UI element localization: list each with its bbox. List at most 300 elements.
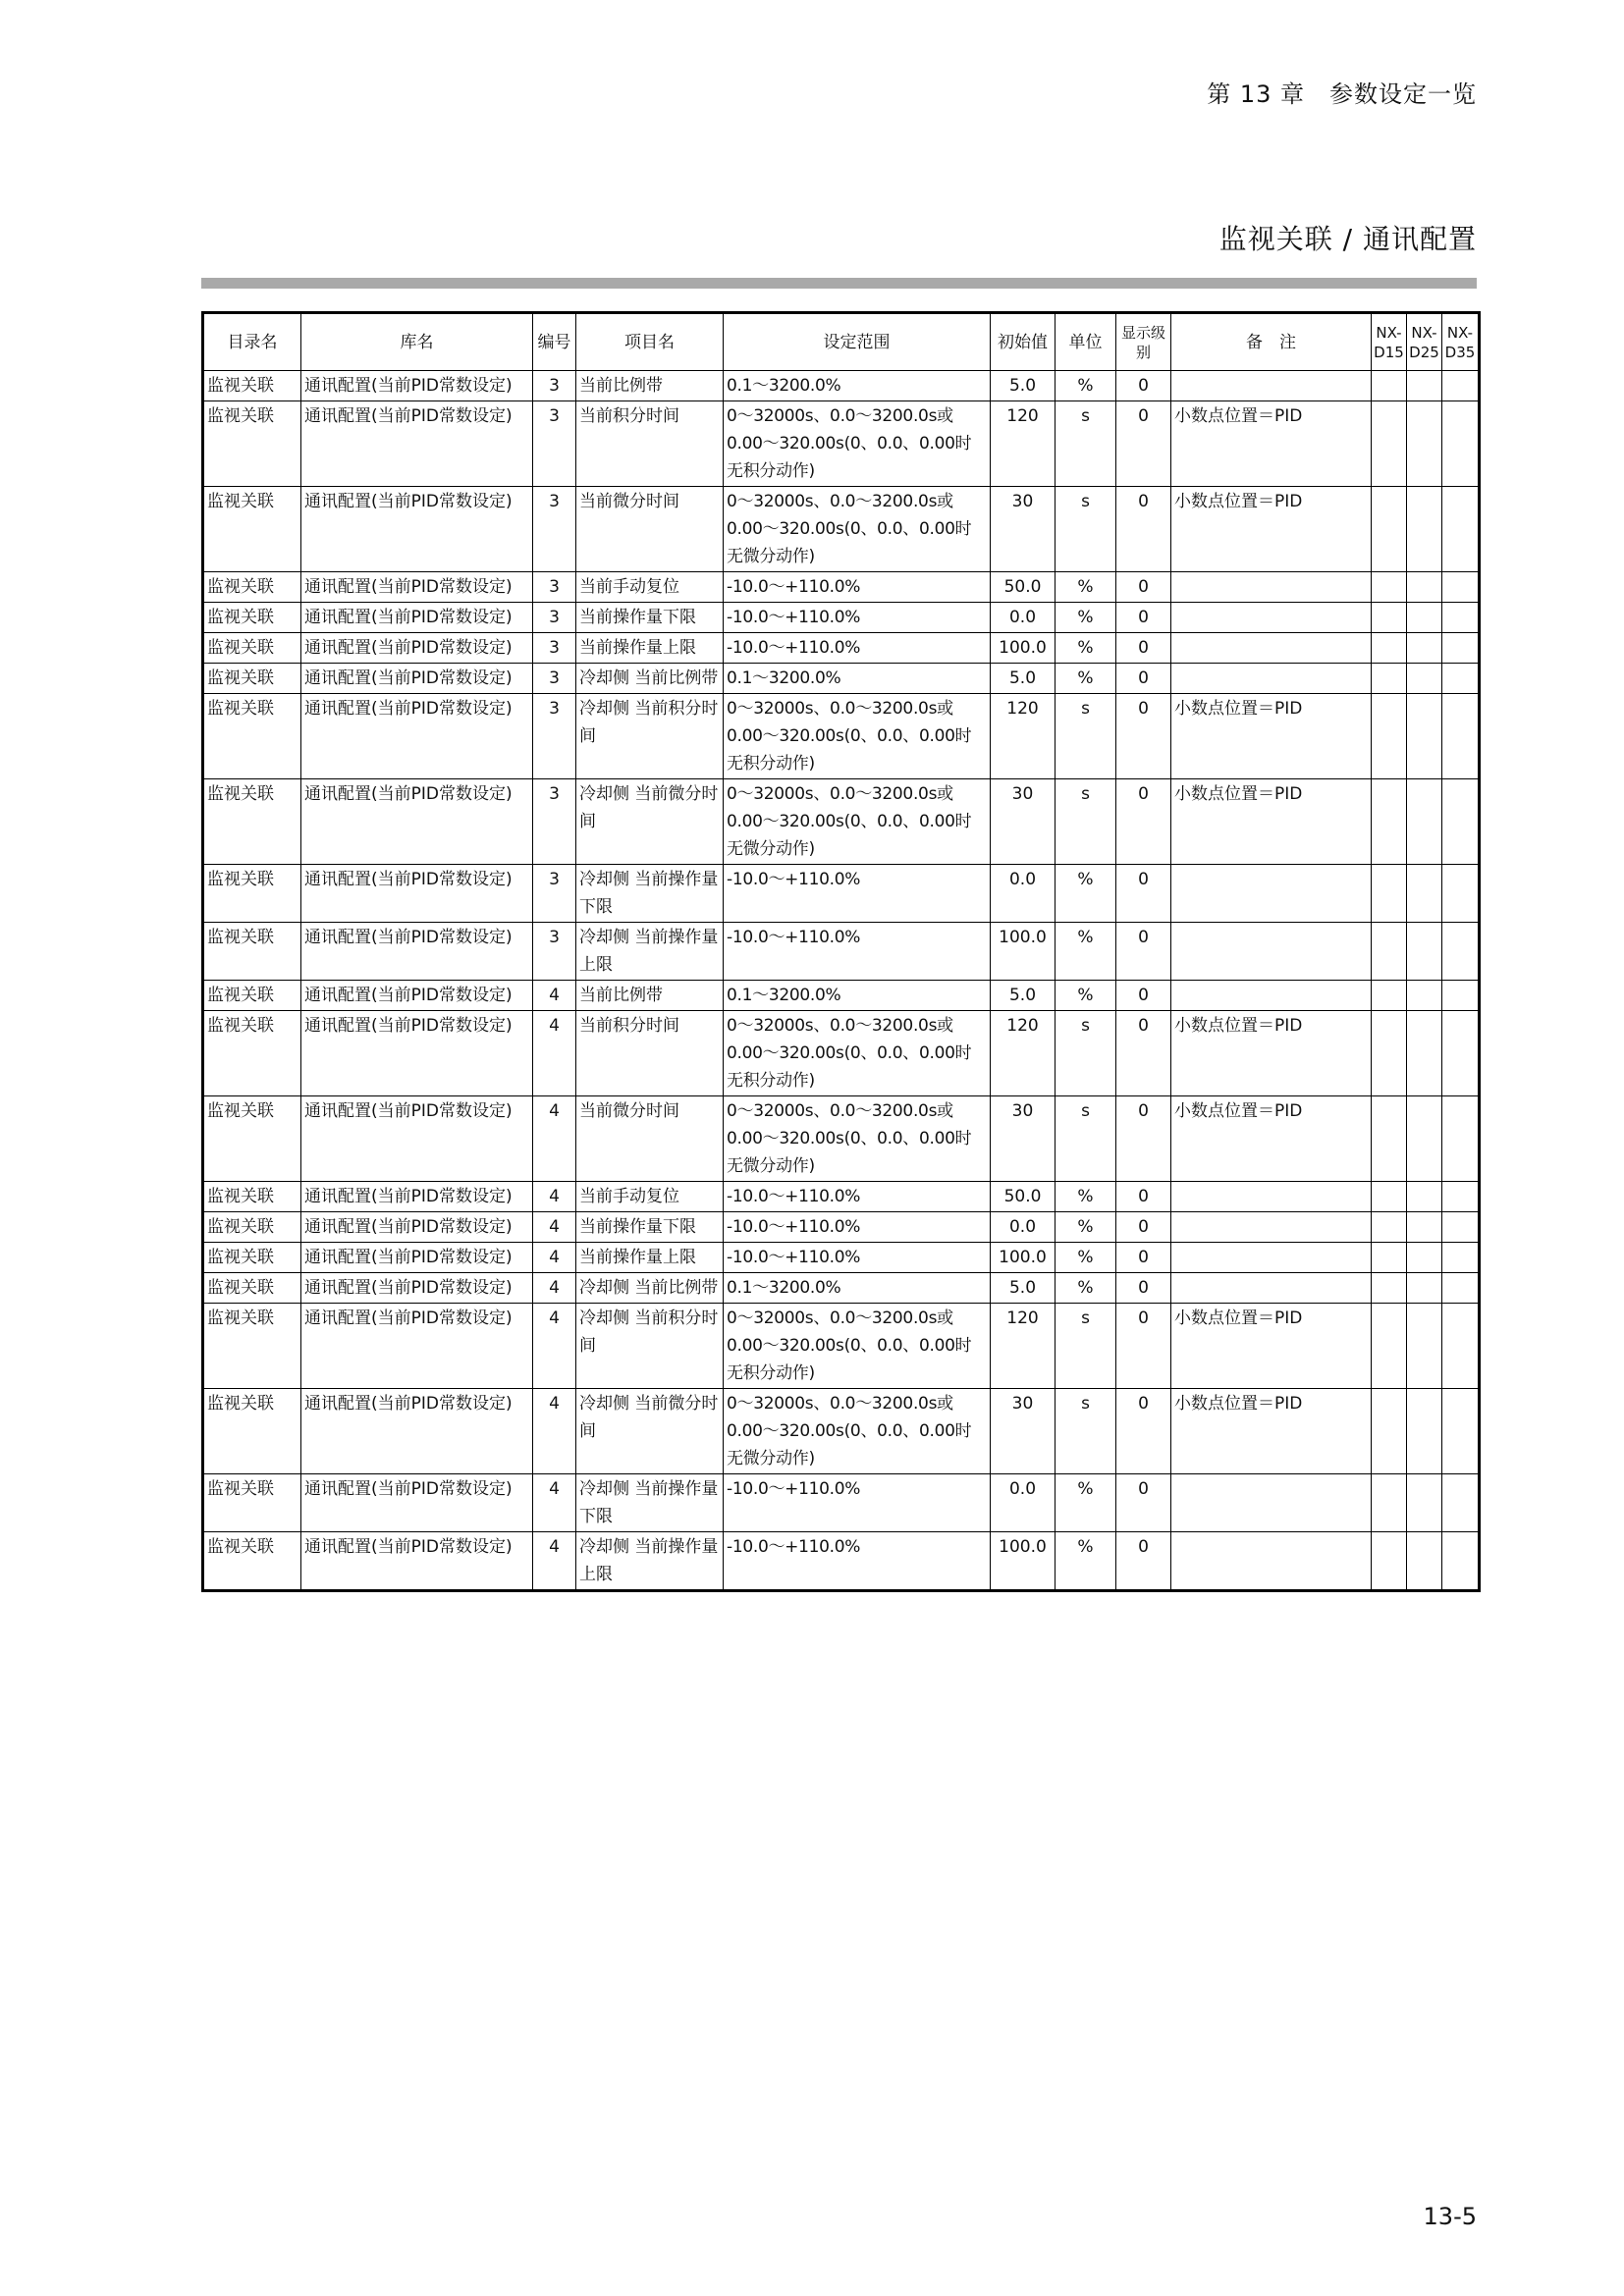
note-cell: 小数点位置＝PID [1171, 487, 1372, 572]
level-cell: 0 [1116, 1212, 1171, 1243]
range-cell: 0～32000s、0.0～3200.0s或0.00～320.00s(0、0.0、0.00时无积分动作) [724, 401, 991, 487]
unit-cell: s [1056, 694, 1116, 779]
init-cell: 5.0 [991, 1273, 1056, 1304]
d15-cell [1372, 779, 1407, 865]
table-row [203, 1243, 1480, 1273]
num-cell: 3 [533, 923, 576, 981]
num-cell: 4 [533, 1532, 576, 1591]
d35-cell [1442, 1212, 1480, 1243]
init-cell: 120 [991, 1011, 1056, 1096]
table-row [203, 1212, 1480, 1243]
dir-cell: 监视关联 [203, 694, 301, 779]
unit-cell: % [1056, 865, 1116, 923]
unit-cell: % [1056, 981, 1116, 1011]
table-row [203, 1532, 1480, 1591]
d25-cell [1407, 572, 1442, 603]
init-cell: 100.0 [991, 1532, 1056, 1591]
lib-cell: 通讯配置(当前PID常数设定) [301, 779, 533, 865]
d25-cell [1407, 779, 1442, 865]
range-cell: -10.0～+110.0% [724, 1243, 991, 1273]
note-cell [1171, 1182, 1372, 1212]
unit-cell: % [1056, 1474, 1116, 1532]
note-cell [1171, 572, 1372, 603]
note-cell: 小数点位置＝PID [1171, 1011, 1372, 1096]
col-header-lib: 库名 [301, 313, 533, 371]
lib-cell: 通讯配置(当前PID常数设定) [301, 633, 533, 664]
range-cell: -10.0～+110.0% [724, 1474, 991, 1532]
level-cell: 0 [1116, 865, 1171, 923]
d35-cell [1442, 694, 1480, 779]
range-cell: 0.1～3200.0% [724, 664, 991, 694]
d35-cell [1442, 633, 1480, 664]
d35-cell [1442, 487, 1480, 572]
lib-cell: 通讯配置(当前PID常数设定) [301, 1474, 533, 1532]
num-cell: 4 [533, 1389, 576, 1474]
unit-cell: s [1056, 1304, 1116, 1389]
item-cell: 当前积分时间 [576, 401, 724, 487]
num-cell: 4 [533, 981, 576, 1011]
num-cell: 3 [533, 633, 576, 664]
level-cell: 0 [1116, 371, 1171, 401]
init-cell: 0.0 [991, 1474, 1056, 1532]
dir-cell: 监视关联 [203, 1243, 301, 1273]
table-row [203, 1474, 1480, 1532]
d25-cell [1407, 1011, 1442, 1096]
d35-cell [1442, 981, 1480, 1011]
table-row [203, 487, 1480, 572]
d35-cell [1442, 603, 1480, 633]
col-header-level: 显示级别 [1116, 313, 1171, 371]
note-cell: 小数点位置＝PID [1171, 1304, 1372, 1389]
level-cell: 0 [1116, 1182, 1171, 1212]
d35-cell [1442, 1182, 1480, 1212]
num-cell: 3 [533, 664, 576, 694]
init-cell: 50.0 [991, 1182, 1056, 1212]
d15-cell [1372, 664, 1407, 694]
lib-cell: 通讯配置(当前PID常数设定) [301, 1389, 533, 1474]
item-cell: 冷却侧 当前积分时间 [576, 1304, 724, 1389]
dir-cell: 监视关联 [203, 487, 301, 572]
table-row [203, 633, 1480, 664]
d35-cell [1442, 779, 1480, 865]
num-cell: 3 [533, 603, 576, 633]
d25-cell [1407, 1474, 1442, 1532]
num-cell: 4 [533, 1096, 576, 1182]
dir-cell: 监视关联 [203, 1273, 301, 1304]
lib-cell: 通讯配置(当前PID常数设定) [301, 1011, 533, 1096]
lib-cell: 通讯配置(当前PID常数设定) [301, 401, 533, 487]
col-header-init: 初始值 [991, 313, 1056, 371]
unit-cell: % [1056, 603, 1116, 633]
d25-cell [1407, 1532, 1442, 1591]
range-cell: 0～32000s、0.0～3200.0s或0.00～320.00s(0、0.0、0.00时无积分动作) [724, 1304, 991, 1389]
num-cell: 4 [533, 1273, 576, 1304]
num-cell: 3 [533, 371, 576, 401]
d35-cell [1442, 1096, 1480, 1182]
table-row [203, 1389, 1480, 1474]
d25-cell [1407, 633, 1442, 664]
d15-cell [1372, 1096, 1407, 1182]
init-cell: 0.0 [991, 1212, 1056, 1243]
table-row [203, 572, 1480, 603]
d15-cell [1372, 1243, 1407, 1273]
level-cell: 0 [1116, 572, 1171, 603]
range-cell: 0～32000s、0.0～3200.0s或0.00～320.00s(0、0.0、0.00时无积分动作) [724, 1011, 991, 1096]
lib-cell: 通讯配置(当前PID常数设定) [301, 572, 533, 603]
unit-cell: % [1056, 633, 1116, 664]
note-cell [1171, 1243, 1372, 1273]
col-header-d15: NX-D15 [1372, 313, 1407, 371]
table-row [203, 401, 1480, 487]
level-cell: 0 [1116, 923, 1171, 981]
init-cell: 30 [991, 487, 1056, 572]
d25-cell [1407, 371, 1442, 401]
d25-cell [1407, 1096, 1442, 1182]
init-cell: 120 [991, 694, 1056, 779]
d25-cell [1407, 1243, 1442, 1273]
level-cell: 0 [1116, 664, 1171, 694]
d15-cell [1372, 371, 1407, 401]
unit-cell: % [1056, 371, 1116, 401]
unit-cell: % [1056, 923, 1116, 981]
d35-cell [1442, 401, 1480, 487]
item-cell: 冷却侧 当前操作量下限 [576, 865, 724, 923]
d25-cell [1407, 1273, 1442, 1304]
init-cell: 30 [991, 1096, 1056, 1182]
col-header-d35: NX-D35 [1442, 313, 1480, 371]
note-cell [1171, 865, 1372, 923]
dir-cell: 监视关联 [203, 1011, 301, 1096]
range-cell: -10.0～+110.0% [724, 633, 991, 664]
col-header-range: 设定范围 [724, 313, 991, 371]
d25-cell [1407, 1182, 1442, 1212]
range-cell: 0～32000s、0.0～3200.0s或0.00～320.00s(0、0.0、0.00时无微分动作) [724, 1096, 991, 1182]
item-cell: 冷却侧 当前积分时间 [576, 694, 724, 779]
item-cell: 冷却侧 当前微分时间 [576, 1389, 724, 1474]
table-row [203, 664, 1480, 694]
num-cell: 4 [533, 1182, 576, 1212]
d15-cell [1372, 1304, 1407, 1389]
init-cell: 5.0 [991, 371, 1056, 401]
col-header-note: 备 注 [1171, 313, 1372, 371]
d25-cell [1407, 923, 1442, 981]
page-number: 13-5 [1423, 2203, 1477, 2230]
item-cell: 冷却侧 当前比例带 [576, 1273, 724, 1304]
note-cell [1171, 1532, 1372, 1591]
parameter-table [201, 311, 1481, 1592]
section-title: 监视关联 / 通讯配置 [1218, 223, 1477, 255]
num-cell: 3 [533, 572, 576, 603]
range-cell: 0.1～3200.0% [724, 981, 991, 1011]
table-row [203, 865, 1480, 923]
d35-cell [1442, 664, 1480, 694]
d15-cell [1372, 865, 1407, 923]
dir-cell: 监视关联 [203, 572, 301, 603]
dir-cell: 监视关联 [203, 401, 301, 487]
item-cell: 当前操作量下限 [576, 1212, 724, 1243]
d35-cell [1442, 1389, 1480, 1474]
dir-cell: 监视关联 [203, 603, 301, 633]
level-cell: 0 [1116, 981, 1171, 1011]
init-cell: 5.0 [991, 981, 1056, 1011]
d25-cell [1407, 401, 1442, 487]
item-cell: 当前操作量上限 [576, 633, 724, 664]
init-cell: 120 [991, 1304, 1056, 1389]
table-row [203, 981, 1480, 1011]
lib-cell: 通讯配置(当前PID常数设定) [301, 603, 533, 633]
d15-cell [1372, 981, 1407, 1011]
note-cell [1171, 1474, 1372, 1532]
num-cell: 3 [533, 401, 576, 487]
range-cell: -10.0～+110.0% [724, 603, 991, 633]
d35-cell [1442, 1532, 1480, 1591]
level-cell: 0 [1116, 401, 1171, 487]
unit-cell: s [1056, 779, 1116, 865]
dir-cell: 监视关联 [203, 1304, 301, 1389]
item-cell: 冷却侧 当前比例带 [576, 664, 724, 694]
note-cell: 小数点位置＝PID [1171, 1096, 1372, 1182]
d35-cell [1442, 1273, 1480, 1304]
d15-cell [1372, 1182, 1407, 1212]
d25-cell [1407, 1212, 1442, 1243]
note-cell [1171, 371, 1372, 401]
item-cell: 当前操作量下限 [576, 603, 724, 633]
note-cell: 小数点位置＝PID [1171, 401, 1372, 487]
level-cell: 0 [1116, 603, 1171, 633]
lib-cell: 通讯配置(当前PID常数设定) [301, 981, 533, 1011]
item-cell: 当前手动复位 [576, 572, 724, 603]
table-row [203, 1304, 1480, 1389]
chapter-title: 第 13 章 参数设定一览 [1207, 80, 1477, 108]
lib-cell: 通讯配置(当前PID常数设定) [301, 371, 533, 401]
level-cell: 0 [1116, 633, 1171, 664]
note-cell [1171, 1212, 1372, 1243]
unit-cell: % [1056, 1532, 1116, 1591]
lib-cell: 通讯配置(当前PID常数设定) [301, 1532, 533, 1591]
d35-cell [1442, 1011, 1480, 1096]
lib-cell: 通讯配置(当前PID常数设定) [301, 1212, 533, 1243]
range-cell: -10.0～+110.0% [724, 1532, 991, 1591]
d25-cell [1407, 664, 1442, 694]
num-cell: 3 [533, 694, 576, 779]
lib-cell: 通讯配置(当前PID常数设定) [301, 923, 533, 981]
init-cell: 100.0 [991, 923, 1056, 981]
dir-cell: 监视关联 [203, 981, 301, 1011]
dir-cell: 监视关联 [203, 923, 301, 981]
range-cell: 0～32000s、0.0～3200.0s或0.00～320.00s(0、0.0、0.00时无微分动作) [724, 1389, 991, 1474]
dir-cell: 监视关联 [203, 865, 301, 923]
lib-cell: 通讯配置(当前PID常数设定) [301, 865, 533, 923]
col-header-unit: 单位 [1056, 313, 1116, 371]
d35-cell [1442, 865, 1480, 923]
lib-cell: 通讯配置(当前PID常数设定) [301, 694, 533, 779]
dir-cell: 监视关联 [203, 664, 301, 694]
d15-cell [1372, 1011, 1407, 1096]
note-cell: 小数点位置＝PID [1171, 1389, 1372, 1474]
init-cell: 0.0 [991, 603, 1056, 633]
unit-cell: % [1056, 1243, 1116, 1273]
range-cell: 0～32000s、0.0～3200.0s或0.00～320.00s(0、0.0、0.00时无微分动作) [724, 487, 991, 572]
item-cell: 当前微分时间 [576, 487, 724, 572]
range-cell: -10.0～+110.0% [724, 1212, 991, 1243]
item-cell: 当前手动复位 [576, 1182, 724, 1212]
init-cell: 100.0 [991, 633, 1056, 664]
item-cell: 冷却侧 当前操作量下限 [576, 1474, 724, 1532]
table-header-row [203, 313, 1480, 371]
num-cell: 4 [533, 1011, 576, 1096]
table-row [203, 1182, 1480, 1212]
range-cell: -10.0～+110.0% [724, 923, 991, 981]
d25-cell [1407, 1389, 1442, 1474]
item-cell: 当前比例带 [576, 371, 724, 401]
table-row [203, 694, 1480, 779]
note-cell [1171, 633, 1372, 664]
level-cell: 0 [1116, 779, 1171, 865]
unit-cell: % [1056, 664, 1116, 694]
d35-cell [1442, 923, 1480, 981]
lib-cell: 通讯配置(当前PID常数设定) [301, 1096, 533, 1182]
table-row [203, 603, 1480, 633]
unit-cell: % [1056, 572, 1116, 603]
init-cell: 5.0 [991, 664, 1056, 694]
init-cell: 100.0 [991, 1243, 1056, 1273]
col-header-num: 编号 [533, 313, 576, 371]
init-cell: 0.0 [991, 865, 1056, 923]
dir-cell: 监视关联 [203, 1096, 301, 1182]
level-cell: 0 [1116, 1243, 1171, 1273]
item-cell: 冷却侧 当前操作量上限 [576, 923, 724, 981]
d35-cell [1442, 1243, 1480, 1273]
table-row [203, 1011, 1480, 1096]
col-header-item: 项目名 [576, 313, 724, 371]
item-cell: 当前比例带 [576, 981, 724, 1011]
item-cell: 当前微分时间 [576, 1096, 724, 1182]
init-cell: 120 [991, 401, 1056, 487]
col-header-d25: NX-D25 [1407, 313, 1442, 371]
note-cell [1171, 664, 1372, 694]
lib-cell: 通讯配置(当前PID常数设定) [301, 1273, 533, 1304]
lib-cell: 通讯配置(当前PID常数设定) [301, 1304, 533, 1389]
dir-cell: 监视关联 [203, 1389, 301, 1474]
lib-cell: 通讯配置(当前PID常数设定) [301, 487, 533, 572]
table-row [203, 1096, 1480, 1182]
d25-cell [1407, 487, 1442, 572]
unit-cell: s [1056, 1389, 1116, 1474]
header-divider [201, 278, 1477, 289]
range-cell: 0～32000s、0.0～3200.0s或0.00～320.00s(0、0.0、0.00时无积分动作) [724, 694, 991, 779]
level-cell: 0 [1116, 1389, 1171, 1474]
level-cell: 0 [1116, 487, 1171, 572]
level-cell: 0 [1116, 1096, 1171, 1182]
range-cell: 0～32000s、0.0～3200.0s或0.00～320.00s(0、0.0、0.00时无微分动作) [724, 779, 991, 865]
d15-cell [1372, 487, 1407, 572]
num-cell: 4 [533, 1474, 576, 1532]
table-row [203, 371, 1480, 401]
d35-cell [1442, 572, 1480, 603]
d25-cell [1407, 603, 1442, 633]
d15-cell [1372, 694, 1407, 779]
d15-cell [1372, 923, 1407, 981]
table-body [203, 371, 1480, 1591]
init-cell: 30 [991, 779, 1056, 865]
level-cell: 0 [1116, 1532, 1171, 1591]
d15-cell [1372, 1532, 1407, 1591]
d25-cell [1407, 981, 1442, 1011]
lib-cell: 通讯配置(当前PID常数设定) [301, 1182, 533, 1212]
note-cell [1171, 603, 1372, 633]
num-cell: 3 [533, 487, 576, 572]
num-cell: 4 [533, 1212, 576, 1243]
num-cell: 4 [533, 1243, 576, 1273]
table-row [203, 1273, 1480, 1304]
dir-cell: 监视关联 [203, 1474, 301, 1532]
d15-cell [1372, 1389, 1407, 1474]
table-row [203, 779, 1480, 865]
unit-cell: s [1056, 1096, 1116, 1182]
d35-cell [1442, 371, 1480, 401]
unit-cell: % [1056, 1212, 1116, 1243]
dir-cell: 监视关联 [203, 1532, 301, 1591]
item-cell: 冷却侧 当前微分时间 [576, 779, 724, 865]
level-cell: 0 [1116, 1474, 1171, 1532]
range-cell: -10.0～+110.0% [724, 1182, 991, 1212]
d25-cell [1407, 1304, 1442, 1389]
lib-cell: 通讯配置(当前PID常数设定) [301, 1243, 533, 1273]
unit-cell: s [1056, 1011, 1116, 1096]
dir-cell: 监视关联 [203, 1182, 301, 1212]
unit-cell: % [1056, 1182, 1116, 1212]
num-cell: 3 [533, 865, 576, 923]
num-cell: 3 [533, 779, 576, 865]
d15-cell [1372, 401, 1407, 487]
d15-cell [1372, 1273, 1407, 1304]
unit-cell: s [1056, 487, 1116, 572]
unit-cell: % [1056, 1273, 1116, 1304]
dir-cell: 监视关联 [203, 779, 301, 865]
lib-cell: 通讯配置(当前PID常数设定) [301, 664, 533, 694]
table-row [203, 923, 1480, 981]
col-header-dir: 目录名 [203, 313, 301, 371]
d15-cell [1372, 633, 1407, 664]
range-cell: 0.1～3200.0% [724, 371, 991, 401]
d25-cell [1407, 865, 1442, 923]
d35-cell [1442, 1474, 1480, 1532]
range-cell: 0.1～3200.0% [724, 1273, 991, 1304]
dir-cell: 监视关联 [203, 1212, 301, 1243]
note-cell: 小数点位置＝PID [1171, 694, 1372, 779]
d15-cell [1372, 572, 1407, 603]
range-cell: -10.0～+110.0% [724, 865, 991, 923]
note-cell [1171, 981, 1372, 1011]
d15-cell [1372, 1212, 1407, 1243]
level-cell: 0 [1116, 1011, 1171, 1096]
dir-cell: 监视关联 [203, 633, 301, 664]
num-cell: 4 [533, 1304, 576, 1389]
note-cell: 小数点位置＝PID [1171, 779, 1372, 865]
init-cell: 30 [991, 1389, 1056, 1474]
d35-cell [1442, 1304, 1480, 1389]
d25-cell [1407, 694, 1442, 779]
note-cell [1171, 1273, 1372, 1304]
level-cell: 0 [1116, 1273, 1171, 1304]
dir-cell: 监视关联 [203, 371, 301, 401]
item-cell: 冷却侧 当前操作量上限 [576, 1532, 724, 1591]
item-cell: 当前积分时间 [576, 1011, 724, 1096]
note-cell [1171, 923, 1372, 981]
level-cell: 0 [1116, 1304, 1171, 1389]
d15-cell [1372, 1474, 1407, 1532]
level-cell: 0 [1116, 694, 1171, 779]
